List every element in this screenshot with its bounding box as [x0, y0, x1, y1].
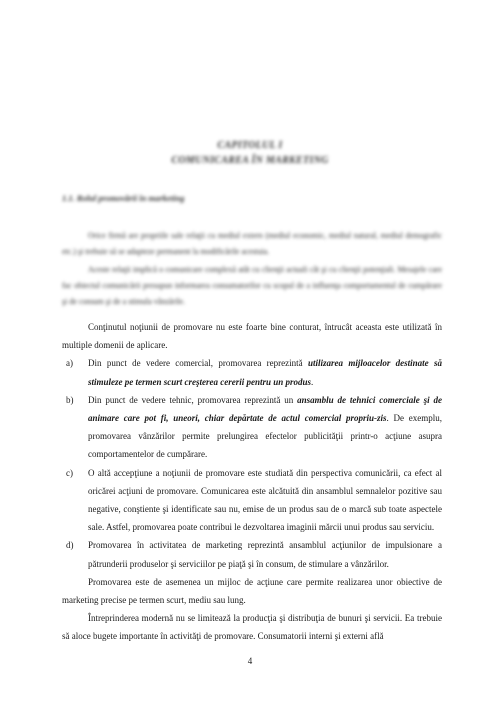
list-marker: a) [66, 358, 73, 369]
list-text: Din punct de vedere comercial, promovarea reprezintă [88, 358, 308, 369]
list-emphasis: utilizarea mijloacelor destinate să stimuleze pe termen scurt creşterea cererii pentru un produs [88, 358, 442, 387]
paragraph: Aceste relaţii implică o comunicare complexă atât cu clienţii actuali cât şi cu clienţii potenţiali. Mesajele care fac obiectul comunicării presupun informarea consumatorilor cu scopul de a influenţa comportamentul de cumpărare şi de consum şi de a stimula vânzările. [62, 265, 442, 306]
list-marker: b) [66, 394, 74, 405]
list-marker: c) [66, 467, 73, 478]
list-item [64, 391, 442, 464]
list-text: Promovarea în activitatea de marketing reprezintă ansamblul acţiunilor de impulsionare a pătrunderii produselor şi serviciilor pe piaţă şi în consum, de stimulare a vânzărilor. [88, 540, 442, 569]
paragraph: Orice firmă are propriile sale relaţii cu mediul extern (mediul economic, mediul natural, mediul demografic etc.) şi trebuie să se adapteze permanent la modificările acestuia. [62, 231, 442, 256]
list-text: O altă accepţiune a noţiunii de promovare este studiată din perspectiva comunicării, ca efect al oricărei acţiuni de promovare. Comunicarea este alcătuită din ansamblul semnalelor pozitive sau negative, conştiente şi identificate sau nu, emise de un produs sau de o marcă sub toate aspectele sale. Astfel, promovarea poate contribui le dezvoltarea imaginii mărcii unui produs sau serviciu. [88, 467, 442, 533]
list-item [64, 464, 442, 537]
blurred-paragraph-2 [62, 262, 442, 310]
blurred-paragraph-1 [62, 228, 442, 260]
list-marker: d) [66, 540, 74, 551]
list-item [64, 354, 442, 390]
intro-paragraph: Conţinutul noţiunii de promovare nu este foarte bine conturat, întrucât aceasta este utilizată în multiple domenii de aplicare. [62, 322, 442, 351]
closing-paragraph-1: Promovarea este de asemenea un mijloc de acţiune care permite realizarea unor obiective de marketing precise pe termen scurt, mediu sau lung. [62, 576, 442, 606]
page-number: 4 [247, 656, 253, 666]
chapter-title: COMUNICAREA ÎN MARKETING [171, 155, 329, 166]
definitions-list [62, 354, 442, 572]
list-text-after: . [311, 376, 314, 387]
body-text [62, 318, 442, 646]
list-text: Din punct de vedere tehnic, promovarea reprezintă un [88, 394, 298, 405]
list-item [64, 536, 442, 572]
list-text-after: . De exemplu, promovarea vânzărilor permite prelungirea efectelor publicităţii printr-o acţiune asupra comportamentelor de cumpărare. [88, 413, 443, 460]
closing-paragraph-2: Întreprinderea modernă nu se limitează la producţia şi distribuţia de bunuri şi servicii. Ea trebuie să aloce bugete importante în activităţi de promovare. Consumatorii interni şi externi află [62, 613, 442, 642]
chapter-label: CAPITOLUL I [217, 140, 283, 151]
section-heading: 1.1. Rolul promovării în marketing [62, 193, 185, 203]
list-emphasis: ansamblu de tehnici comerciale şi de animare care pot fi, uneori, chiar depărtate de actul comercial propriu-zis [88, 394, 442, 424]
